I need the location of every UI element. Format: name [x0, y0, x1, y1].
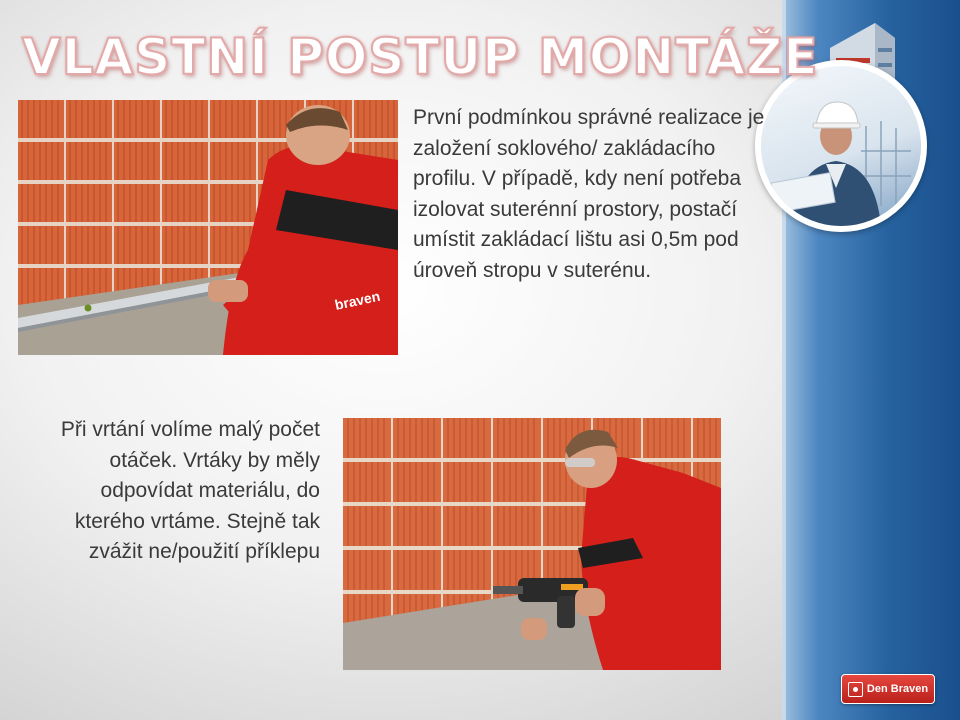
- slide-title: VLASTNÍ POSTUP MONTÁŽE: [22, 28, 819, 86]
- worker-drilling-illustration: [343, 418, 721, 670]
- photo-laser-level-installation: [18, 100, 398, 355]
- worker-leveling-profile-illustration: [18, 100, 398, 355]
- photo-drilling: [343, 418, 721, 670]
- suit-brand-text: braven: [333, 287, 382, 313]
- den-braven-logo: [841, 674, 935, 704]
- paragraph-top: První podmínkou správné realizace je založení soklového/ zakládacího profilu. V případě, kdy není potřeba izolovat suterénní prostory, postačí umístit zakládací lištu asi 0,5m pod úroveň stropu v suterénu.: [413, 106, 765, 282]
- paragraph-bottom: Při vrtání volíme malý počet otáček. Vrtáky by měly odpovídat materiálu, do kterého vrtáme. Stejně tak zvážit ne/použití příklepu: [60, 418, 320, 563]
- den-braven-logo-icon: [848, 682, 863, 697]
- worker-with-helmet-icon: [761, 66, 921, 226]
- logo-text: Den Braven: [866, 683, 929, 695]
